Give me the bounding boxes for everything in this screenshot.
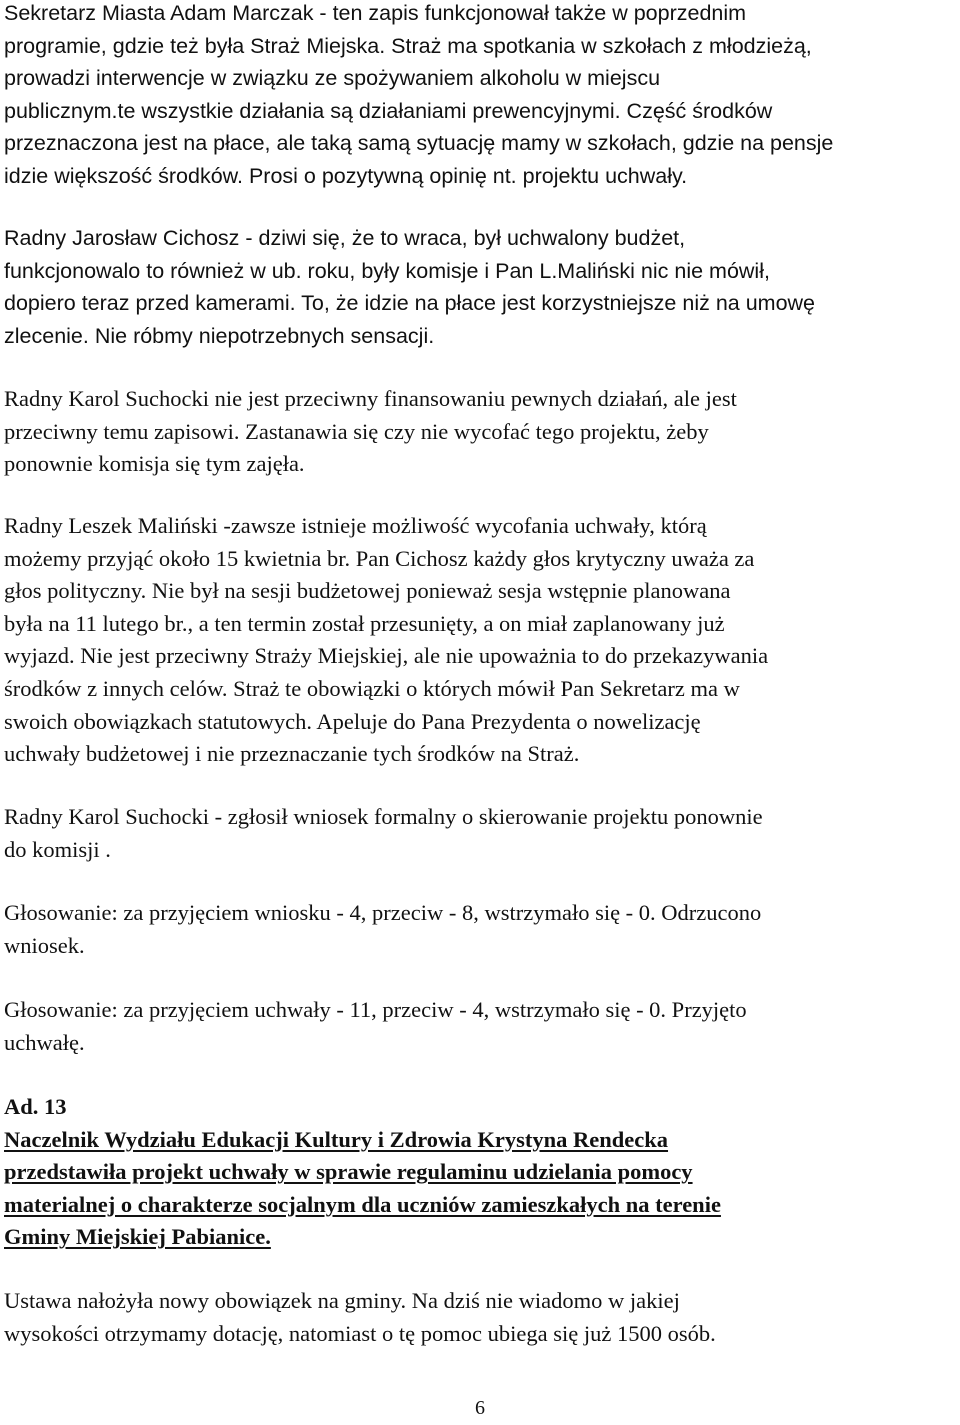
text-line: była na 11 lutego br., a ten termin został przesunięty, a on miał zaplanowany już (4, 610, 725, 636)
section-heading-line: przedstawiła projekt uchwały w sprawie regulaminu udzielania pomocy (4, 1159, 693, 1185)
text-line: Głosowanie: za przyjęciem wniosku - 4, przeciw - 8, wstrzymało się - 0. Odrzucono (4, 900, 762, 925)
paragraph-malinski-statement (4, 510, 958, 771)
text-line: przeznaczona jest na płace, ale taką samą sytuację mamy w szkołach, gdzie na pensje (4, 131, 834, 156)
text-line: Ustawa nałożyła nowy obowiązek na gminy. Na dziś nie wiadomo w jakiej (4, 1288, 680, 1313)
text-line: Radny Karol Suchocki - zgłosił wniosek formalny o skierowanie projektu ponownie (4, 804, 763, 829)
section-heading-line: Gminy Miejskiej Pabianice. (4, 1224, 271, 1250)
text-line: programie, gdzie też była Straż Miejska. Straż ma spotkania w szkołach z młodzieżą, (4, 33, 812, 58)
text-line: środków z innych celów. Straż te obowiązki o których mówił Pan Sekretarz ma w (4, 675, 740, 701)
text-line: dopiero teraz przed kamerami. To, że idzie na płace jest korzystniejsze niż na umowę (4, 291, 816, 316)
text-line: Radny Karol Suchocki nie jest przeciwny finansowaniu pewnych działań, ale jest (4, 386, 737, 411)
text-line: możemy przyjąć około 15 kwietnia br. Pan Cichosz każdy głos krytyczny uważa za (4, 545, 755, 571)
text-line: Radny Leszek Maliński -zawsze istnieje możliwość wycofania uchwały, którą (4, 513, 707, 538)
text-line: swoich obowiązkach statutowych. Apeluje do Pana Prezydenta o nowelizację (4, 708, 701, 734)
text-line: publicznym.te wszystkie działania są działaniami prewencyjnymi. Część środków (4, 98, 773, 123)
text-line: uchwałę. (4, 1029, 85, 1055)
text-line: wniosek. (4, 932, 85, 958)
section-heading-block (4, 1091, 958, 1254)
text-line: Sekretarz Miasta Adam Marczak - ten zapis funkcjonował także w poprzednim (4, 1, 747, 25)
text-line: idzie większość środków. Prosi o pozytywną opinię nt. projektu uchwały. (4, 163, 688, 188)
page-number: 6 (475, 1397, 485, 1419)
section-heading-line: materialnej o charakterze socjalnym dla uczniów zamieszkałych na terenie (4, 1191, 721, 1217)
paragraph-suchocki-statement (4, 383, 958, 481)
text-line: uchwały budżetowej i nie przeznaczanie tych środków na Straż. (4, 741, 580, 767)
text-line: prowadzi interwencje w związku ze spożywaniem alkoholu w miejscu (4, 66, 661, 91)
text-line: funkcjonowalo to również w ub. roku, były komisje i Pan L.Maliński nic nie mówił, (4, 258, 770, 283)
text-line: zlecenie. Nie róbmy niepotrzebnych sensacji. (4, 323, 435, 348)
text-line: ponownie komisja się tym zajęła. (4, 451, 305, 477)
text-line: do komisji . (4, 836, 111, 862)
paragraph-vote-motion (4, 897, 958, 962)
paragraph-vote-resolution (4, 994, 958, 1059)
paragraph-cichosz-statement (4, 222, 958, 352)
section-body (4, 1285, 958, 1350)
text-line: głos polityczny. Nie był na sesji budżetowej ponieważ sesja wstępnie planowana (4, 578, 731, 604)
section-heading-line: Naczelnik Wydziału Edukacji Kultury i Zdrowia Krystyna Rendecka (4, 1126, 669, 1152)
text-line: wysokości otrzymamy dotację, natomiast o tę pomoc ubiega się już 1500 osób. (4, 1320, 716, 1346)
text-line: Głosowanie: za przyjęciem uchwały - 11, przeciw - 4, wstrzymało się - 0. Przyjęto (4, 997, 747, 1022)
text-line: Radny Jarosław Cichosz - dziwi się, że to wraca, był uchwalony budżet, (4, 226, 686, 250)
paragraph-formal-motion (4, 801, 958, 866)
paragraph-secretary-statement (4, 0, 958, 193)
text-line: wyjazd. Nie jest przeciwny Straży Miejskiej, ale nie upoważnia to do przekazywania (4, 643, 769, 669)
text-line: przeciwny temu zapisowi. Zastanawia się czy nie wycofać tego projektu, żeby (4, 418, 709, 444)
section-label: Ad. 13 (4, 1094, 67, 1119)
